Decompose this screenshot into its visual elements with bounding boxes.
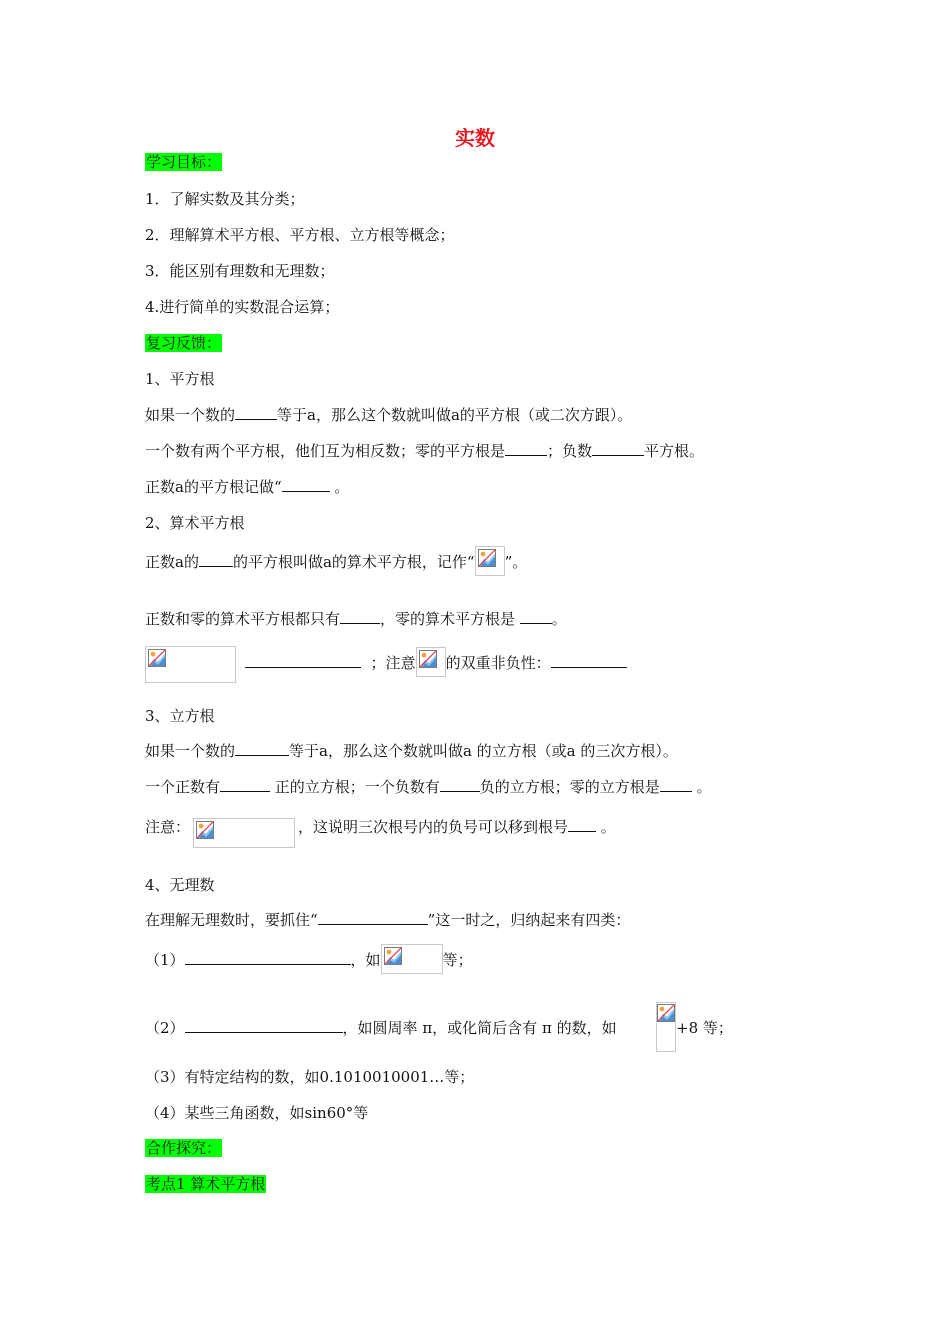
section-title: 2、算术平方根 (145, 514, 245, 532)
kaodian-header-text: 考点1 算术平方根 (146, 1175, 266, 1193)
text-line: 正数和零的算术平方根都只有 ，零的算术平方根是 。 (145, 610, 567, 628)
fill-blank[interactable] (440, 777, 480, 792)
text-line: 一个数有两个平方根，他们互为相反数；零的平方根是 ；负数 平方根。 (145, 442, 705, 460)
text-line: ；注意 的双重非负性： (245, 651, 627, 671)
formula-image (381, 944, 443, 974)
list-item: （2） ，如圆周率 π，或化简后含有 π 的数，如 (145, 1019, 617, 1037)
fill-blank[interactable] (235, 405, 277, 420)
fill-blank[interactable] (592, 441, 644, 456)
formula-image (193, 818, 295, 848)
broken-image-icon (384, 947, 402, 965)
fill-blank[interactable] (318, 910, 428, 925)
fill-blank[interactable] (245, 653, 361, 668)
text-line: ，这说明三次根号内的负号可以移到根号 。 (298, 818, 616, 836)
text-line: 正数a的平方根记做“ 。 (145, 478, 350, 496)
text-line: +8 等； (676, 1019, 733, 1037)
text-line: 在理解无理数时，要抓住“ ”这一时之，归纳起来有四类： (145, 911, 631, 929)
fill-blank[interactable] (235, 741, 289, 756)
coop-header-text: 合作探究： (146, 1139, 222, 1157)
goal-item: 2．理解算术平方根、平方根、立方根等概念； (145, 226, 455, 244)
fill-blank[interactable] (185, 1018, 343, 1033)
goal-item: 3．能区别有理数和无理数； (145, 262, 335, 280)
broken-image-icon (148, 649, 166, 667)
text-line: 如果一个数的 等于a，那么这个数就叫做a的平方根（或二次方跟）。 (145, 406, 633, 424)
fill-blank[interactable] (551, 653, 627, 668)
fill-blank[interactable] (505, 441, 547, 456)
coop-header (145, 1138, 222, 1158)
goals-header-text: 学习目标： (146, 153, 222, 171)
section-title: 1、平方根 (145, 370, 215, 388)
fill-blank[interactable] (185, 950, 351, 965)
fill-blank[interactable] (568, 817, 596, 832)
text-line: 正数a的 的平方根叫做a的算术平方根，记作“ ”。 (145, 550, 527, 570)
fill-blank[interactable] (520, 609, 552, 624)
goal-item: 4.进行简单的实数混合运算； (145, 298, 340, 316)
section-title: 3、立方根 (145, 707, 215, 725)
text-line: 一个正数有 正的立方根；一个负数有 负的立方根；零的立方根是 。 (145, 778, 712, 796)
list-item: （1） ，如 等； (145, 948, 473, 968)
fill-blank[interactable] (282, 477, 330, 492)
kaodian-header (145, 1174, 266, 1194)
text-line: 如果一个数的 等于a，那么这个数就叫做a 的立方根（或a 的三次方根）。 (145, 742, 678, 760)
fill-blank[interactable] (660, 777, 692, 792)
review-header (145, 333, 222, 353)
fill-blank[interactable] (220, 777, 270, 792)
page-title: 实数 (455, 126, 495, 150)
fill-blank[interactable] (340, 609, 380, 624)
formula-image (145, 646, 236, 683)
broken-image-icon (419, 650, 437, 668)
formula-image (656, 1002, 676, 1052)
text-line: 注意： (145, 818, 191, 836)
broken-image-icon (196, 821, 214, 839)
formula-image (475, 546, 505, 576)
broken-image-icon (478, 549, 496, 567)
list-item: （3）有特定结构的数，如0.1010010001…等； (145, 1068, 475, 1086)
goals-header (145, 152, 222, 172)
review-header-text: 复习反馈： (146, 334, 222, 352)
section-title: 4、无理数 (145, 876, 215, 894)
broken-image-icon (657, 1004, 675, 1022)
formula-image (416, 647, 446, 677)
goal-item: 1．了解实数及其分类； (145, 190, 305, 208)
fill-blank[interactable] (199, 552, 233, 567)
list-item: （4）某些三角函数，如sin60°等 (145, 1104, 369, 1122)
